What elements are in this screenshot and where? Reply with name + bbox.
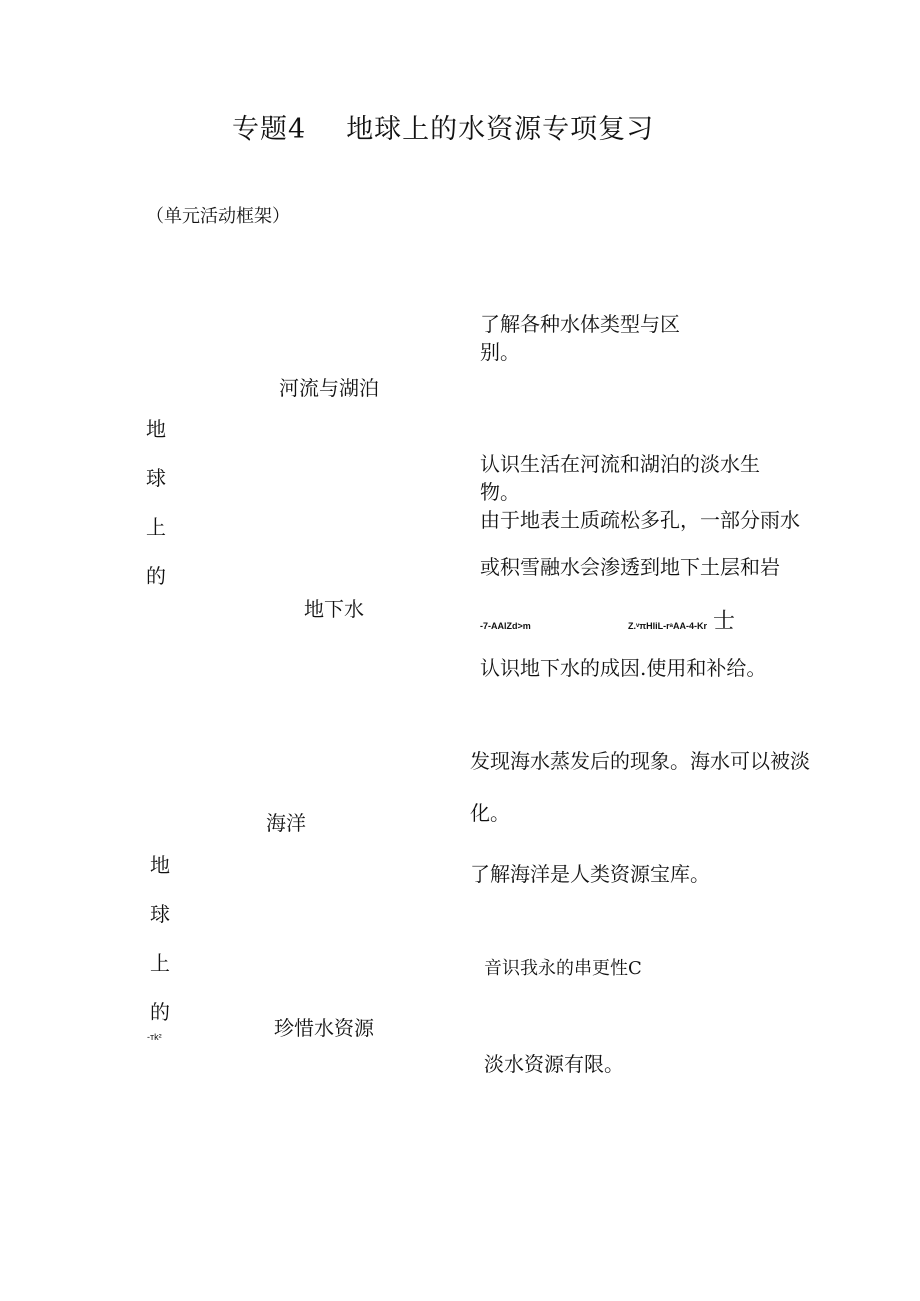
item-water-types-line2: 别。 — [480, 340, 520, 364]
garbled-text-a: -7-AAlZd>m — [480, 621, 531, 631]
item-groundwater-usage: 认识地下水的成因.使用和补给。 — [480, 656, 767, 680]
title-number: 专题4 — [232, 114, 307, 145]
item-desalination-line1: 发现海水蒸发后的现象。海水可以被淡 — [470, 749, 810, 773]
garbled-text-b: Z.ᵛπHliL-rᵃAA-4-Kr — [628, 621, 708, 631]
item-ocean-treasure: 了解海洋是人类资源宝库。 — [470, 862, 710, 886]
vertical-char: 的 — [146, 564, 166, 588]
vertical-char: 球 — [150, 902, 170, 926]
title-text: 地球上的水资源专项复习 — [346, 114, 655, 145]
item-groundwater-line2: 或积雪融水会渗透到地下土层和岩 — [480, 555, 780, 579]
topic-rivers-lakes: 河流与湖泊 — [279, 376, 379, 400]
item-desalination-line2: 化。 — [470, 801, 510, 825]
topic-ocean: 海洋 — [266, 811, 306, 835]
item-water-importance: 音识我永的串更性C — [484, 958, 642, 979]
item-freshwater-life-line1: 认识生活在河流和湖泊的淡水生 — [480, 452, 760, 476]
item-freshwater-limited: 淡水资源有限。 — [484, 1052, 624, 1076]
vertical-char: 的 — [150, 1000, 170, 1024]
page-subtitle: （单元活动框架） — [146, 206, 290, 227]
garbled-text-c: 士 — [713, 609, 736, 634]
item-water-types-line1: 了解各种水体类型与区 — [480, 312, 680, 336]
topic-groundwater: 地下水 — [304, 597, 364, 621]
vertical-char: 上 — [146, 515, 166, 539]
vertical-char: 球 — [146, 466, 166, 490]
vertical-char: 地 — [146, 417, 166, 441]
vertical-tail-text: -тk² — [147, 1032, 162, 1042]
vertical-char: 地 — [150, 853, 170, 877]
topic-cherish-water: 珍惜水资源 — [274, 1016, 374, 1040]
item-freshwater-life-line2: 物。 — [480, 480, 520, 504]
page-title — [232, 116, 654, 143]
item-groundwater-line1: 由于地表土质疏松多孔，一部分雨水 — [480, 508, 800, 532]
vertical-char: 上 — [150, 951, 170, 975]
